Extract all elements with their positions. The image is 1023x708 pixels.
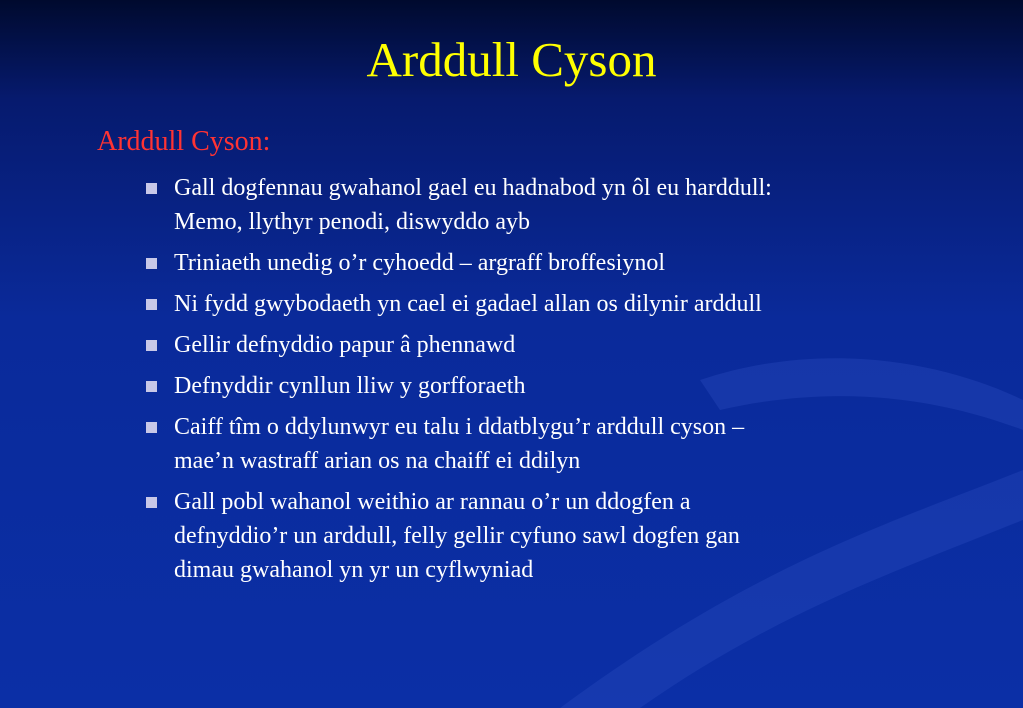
bullet-item [144, 485, 944, 587]
bullet-text-line: Gall pobl wahanol weithio ar rannau o’r un ddogfen a [174, 489, 691, 515]
square-bullet-icon [146, 381, 157, 392]
bullet-item [144, 287, 944, 321]
bullet-text-line: mae’n wastraff arian os na chaiff ei ddilyn [174, 448, 581, 474]
bullet-item [144, 410, 944, 478]
bullet-text-line: defnyddio’r un arddull, felly gellir cyfuno sawl dogfen gan [174, 523, 740, 549]
bullet-text-line: Gall dogfennau gwahanol gael eu hadnabod yn ôl eu harddull: [174, 175, 772, 201]
square-bullet-icon [146, 340, 157, 351]
square-bullet-icon [146, 422, 157, 433]
bullet-text-line: dimau gwahanol yn yr un cyflwyniad [174, 557, 534, 583]
bullet-item [144, 369, 944, 403]
square-bullet-icon [146, 497, 157, 508]
bullet-text-line: Caiff tîm o ddylunwyr eu talu i ddatblygu’r arddull cyson – [174, 414, 745, 440]
square-bullet-icon [146, 258, 157, 269]
square-bullet-icon [146, 183, 157, 194]
square-bullet-icon [146, 299, 157, 310]
bullet-text-line: Triniaeth unedig o’r cyhoedd – argraff broffesiynol [174, 250, 666, 276]
bullet-list [144, 171, 944, 594]
slide-title: Arddull Cyson [366, 32, 657, 87]
bullet-item [144, 328, 944, 362]
bullet-text-line: Gellir defnyddio papur â phennawd [174, 332, 516, 358]
bullet-item [144, 171, 944, 239]
bullet-text-line: Memo, llythyr penodi, diswyddo ayb [174, 209, 530, 235]
bullet-text-line: Ni fydd gwybodaeth yn cael ei gadael allan os dilynir arddull [174, 291, 762, 317]
bullet-item [144, 246, 944, 280]
slide-subheading: Arddull Cyson: [97, 126, 271, 157]
bullet-text-line: Defnyddir cynllun lliw y gorfforaeth [174, 373, 526, 399]
